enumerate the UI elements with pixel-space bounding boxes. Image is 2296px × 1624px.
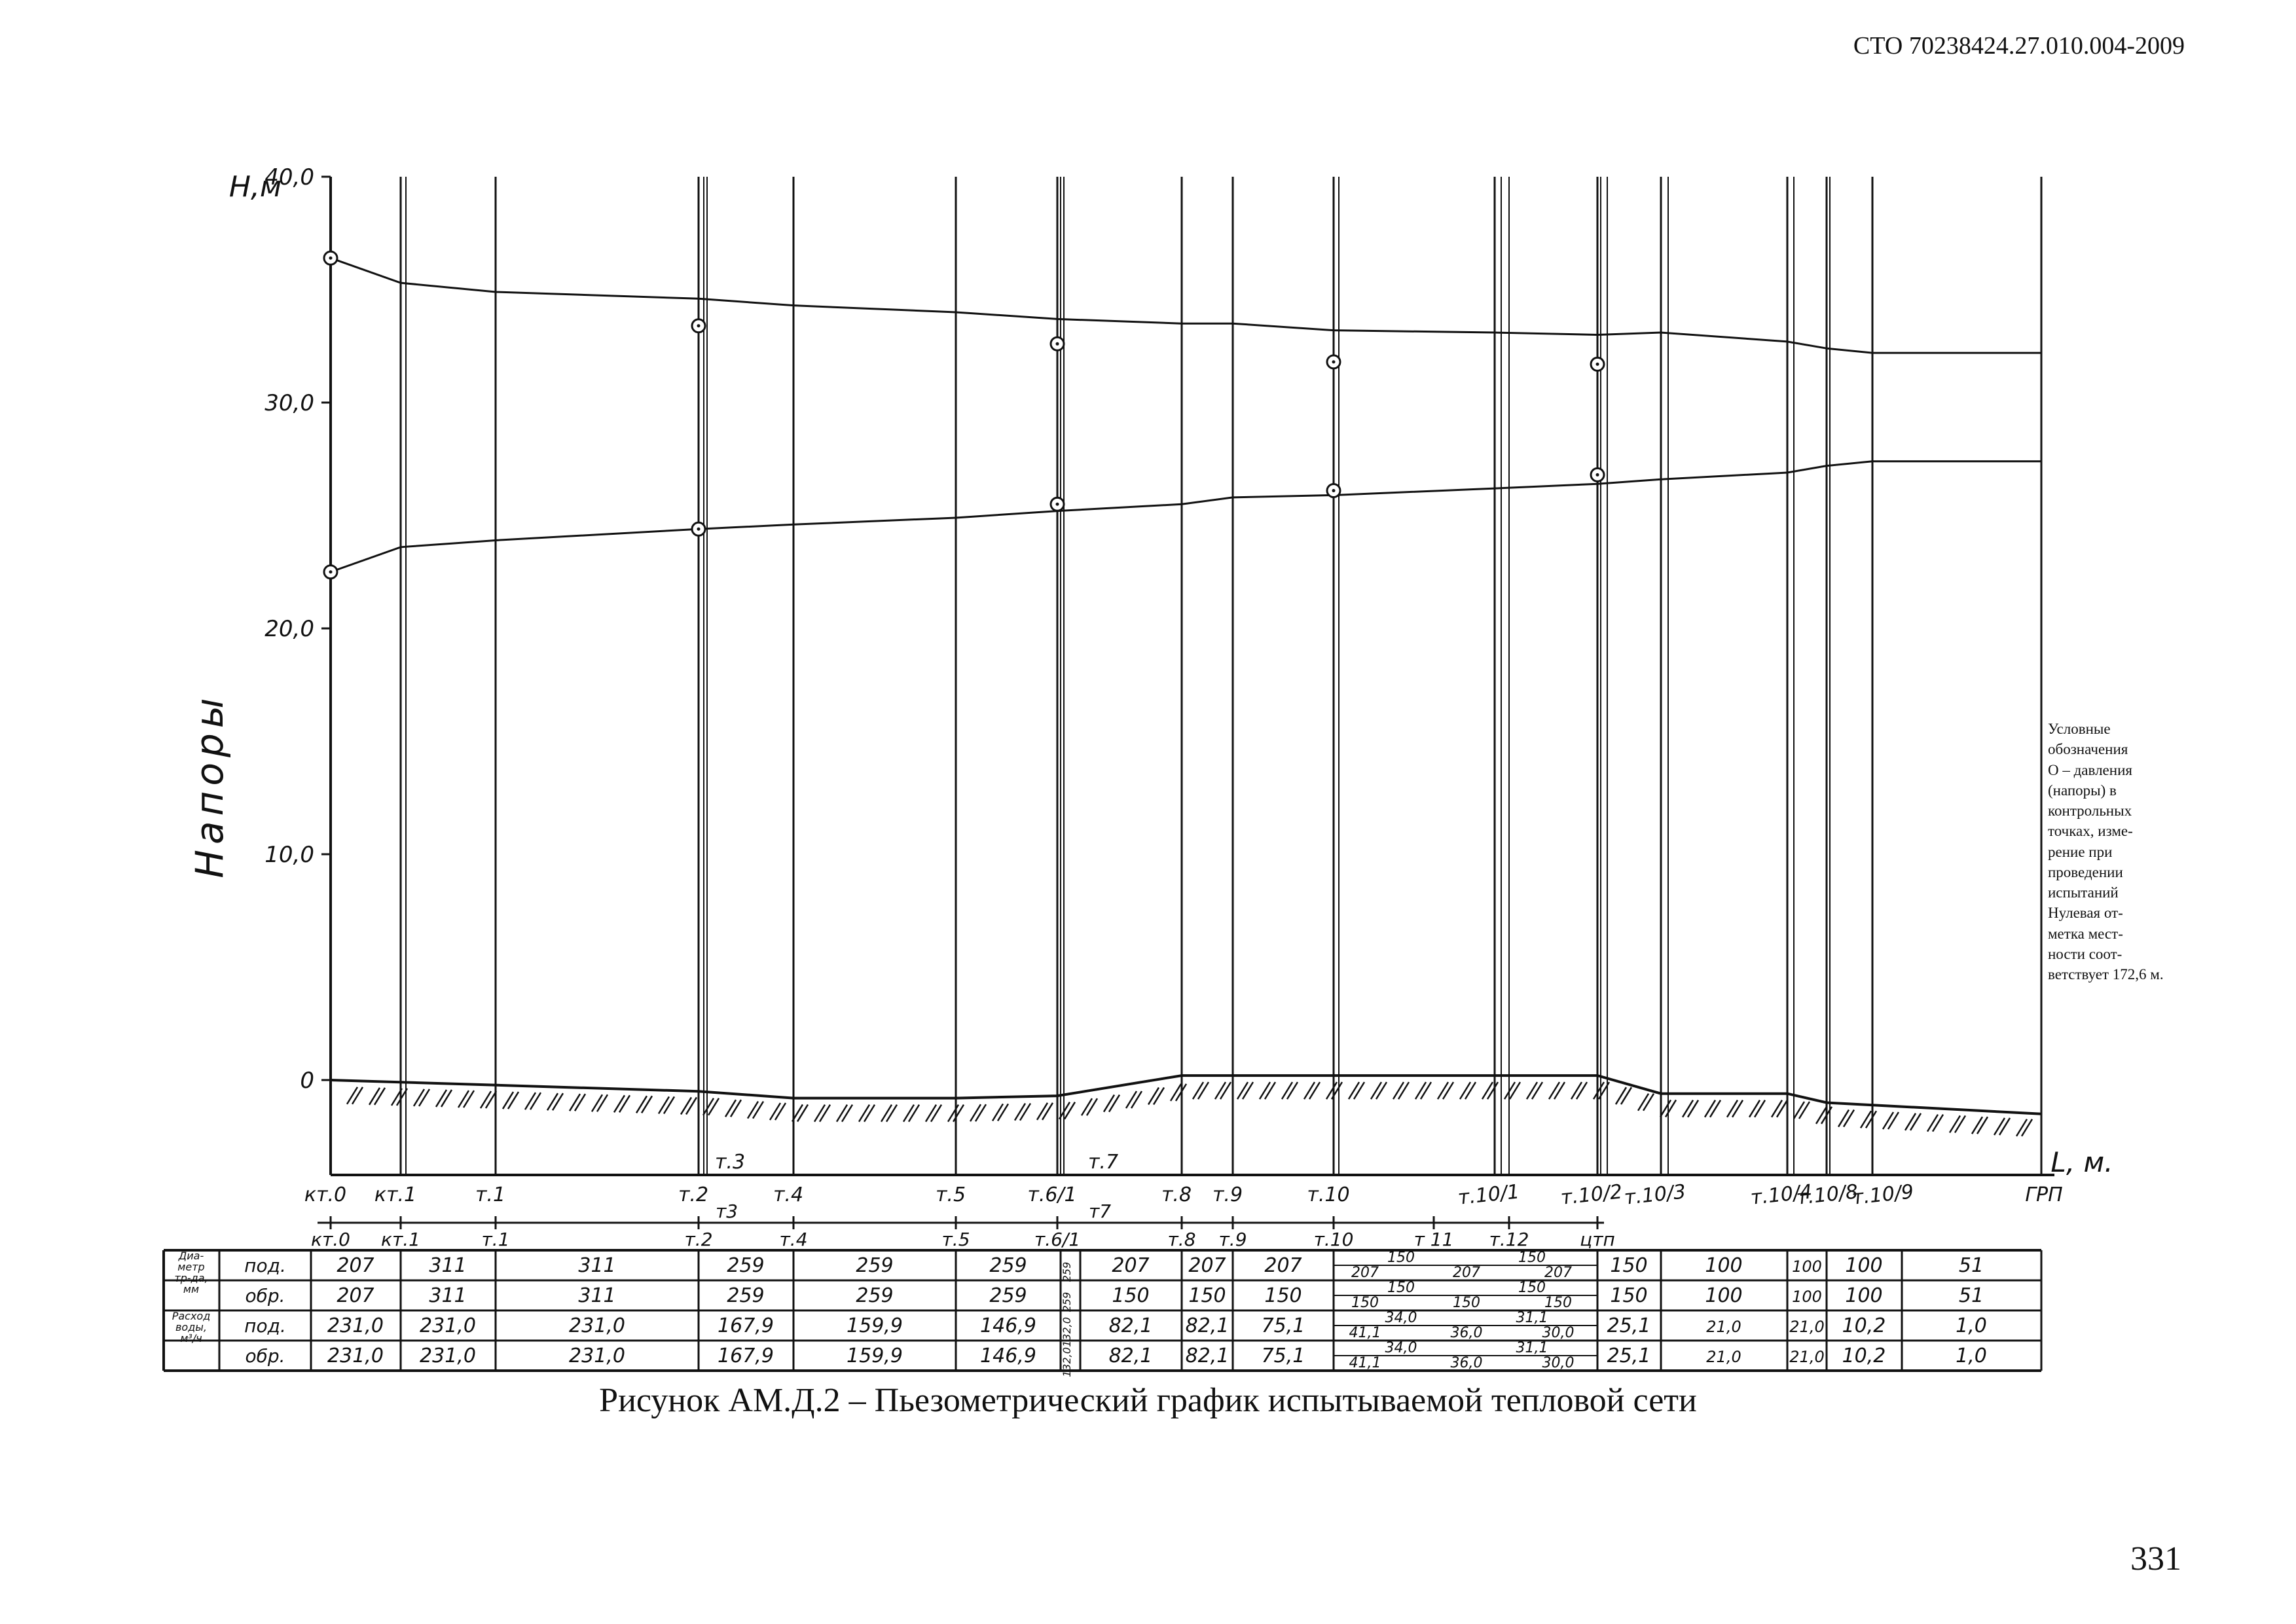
table-cell-value: 150 xyxy=(1610,1254,1648,1277)
table-cell-value: 1,0 xyxy=(1956,1314,1987,1337)
table-cell-value: 150 xyxy=(1518,1250,1546,1266)
table-cell-value: 10,2 xyxy=(1842,1314,1886,1337)
table-cell-value: 21,0 xyxy=(1789,1348,1825,1366)
ground-hatch xyxy=(1304,1082,1320,1099)
ground-hatch xyxy=(1838,1110,1854,1127)
ground-hatch xyxy=(1282,1082,1298,1099)
ground-hatch xyxy=(1393,1082,1409,1099)
row2-station-label: т.8 xyxy=(1167,1229,1196,1250)
ground-hatch xyxy=(1171,1084,1186,1101)
ground-hatch xyxy=(1727,1100,1743,1117)
ground-hatch xyxy=(1950,1115,1965,1132)
table-cell-value: 207 xyxy=(1453,1265,1480,1281)
table-cell-value: 311 xyxy=(429,1254,467,1277)
x-tick-label: т.10/8 xyxy=(1795,1180,1859,1210)
table-cell-value: 21,0 xyxy=(1789,1318,1825,1336)
x-tick-label: т.10/9 xyxy=(1851,1180,1915,1210)
table-cell-value: 159,9 xyxy=(847,1344,903,1367)
table-cell-value: 207 xyxy=(337,1254,374,1277)
ground-hatch xyxy=(392,1089,407,1106)
table-cell-value: 100 xyxy=(1845,1284,1883,1307)
table-cell-value: 34,0 xyxy=(1385,1310,1417,1326)
table-cell-value: 150 xyxy=(1387,1250,1415,1266)
ground-hatch xyxy=(1705,1100,1721,1117)
ground-hatch xyxy=(926,1105,941,1122)
ground-hatch xyxy=(592,1094,608,1111)
table-row-group-label: м³/ч xyxy=(180,1332,202,1344)
ground-hatch xyxy=(1015,1104,1030,1121)
inner-station-label: т.3 xyxy=(714,1151,746,1174)
table-cell-value: 259 xyxy=(856,1254,894,1277)
table-cell-value: 75,1 xyxy=(1261,1314,1305,1337)
row2-mid-label: т7 xyxy=(1088,1200,1112,1222)
table-cell-value: 259 xyxy=(989,1254,1027,1277)
table-cell-value: 259 xyxy=(727,1284,765,1307)
ground-hatch xyxy=(1527,1082,1542,1099)
measured-point-center xyxy=(1056,503,1059,506)
ground-hatch xyxy=(458,1091,474,1108)
measured-point-center xyxy=(1332,360,1336,363)
x-tick-label: т.9 xyxy=(1212,1183,1243,1206)
ground-hatch xyxy=(1215,1082,1231,1099)
ground-hatch xyxy=(1883,1112,1899,1129)
ground-hatch xyxy=(547,1093,563,1110)
ground-hatch xyxy=(570,1094,585,1111)
legend-line: рение при xyxy=(2048,843,2113,860)
table-cell-value: 311 xyxy=(429,1284,467,1307)
ground-hatch xyxy=(636,1096,652,1113)
y-axis-label: Напоры xyxy=(187,693,232,878)
ground-hatch xyxy=(1260,1082,1275,1099)
table-cell-value: 51 xyxy=(1958,1254,1984,1277)
ground-hatch xyxy=(792,1104,808,1121)
table-cell-value: 150 xyxy=(1453,1295,1480,1311)
row2-station-label: т.2 xyxy=(684,1229,713,1250)
table-cell-value: 51 xyxy=(1958,1284,1984,1307)
legend-line: контрольных xyxy=(2048,803,2132,820)
table-cell-value: 150 xyxy=(1387,1280,1415,1296)
y-axis-unit-label: Н,м xyxy=(228,170,282,204)
ground-hatch xyxy=(993,1104,1008,1121)
y-tick-label: 20,0 xyxy=(264,616,314,642)
ground-hatch xyxy=(347,1087,363,1104)
legend-line: обозначения xyxy=(2048,741,2128,758)
row2-station-label: кт.1 xyxy=(381,1229,420,1250)
row2-mid-label: т3 xyxy=(715,1200,738,1222)
ground-hatch xyxy=(1082,1098,1097,1115)
table-cell-value: 30,0 xyxy=(1542,1355,1575,1371)
ground-hatch xyxy=(1349,1082,1364,1099)
ground-hatch xyxy=(1371,1082,1387,1099)
table-cell-value: 231,0 xyxy=(327,1344,384,1367)
table-cell-value: 150 xyxy=(1264,1284,1302,1307)
legend-line: Нулевая от- xyxy=(2048,905,2123,922)
x-tick-label: кт.0 xyxy=(304,1183,347,1206)
ground-hatch xyxy=(881,1105,897,1122)
row2-station-label: т.5 xyxy=(941,1229,970,1250)
table-cell-value: 21,0 xyxy=(1706,1318,1741,1336)
ground-hatch xyxy=(1749,1100,1765,1117)
table-cell-value: 75,1 xyxy=(1261,1344,1305,1367)
row2-station-label: т.9 xyxy=(1218,1229,1247,1250)
table-cell-value: 25,1 xyxy=(1607,1314,1651,1337)
table-cell-value: 146,9 xyxy=(980,1314,1036,1337)
ground-hatch xyxy=(725,1100,741,1117)
ground-hatch xyxy=(1104,1095,1120,1112)
table-cell-value: 259 xyxy=(727,1254,765,1277)
table-row-group-label: воды, xyxy=(175,1321,207,1333)
ground-hatch xyxy=(1037,1103,1053,1120)
table-row-group-label: метр xyxy=(177,1261,205,1273)
table-cell-value: 30,0 xyxy=(1542,1325,1575,1341)
table-cell-value: 21,0 xyxy=(1706,1348,1741,1366)
table-cell-value: 100 xyxy=(1705,1284,1743,1307)
ground-hatch xyxy=(1972,1117,1988,1134)
ground-hatch xyxy=(1794,1102,1810,1119)
table-row-group-label: Расход xyxy=(172,1310,211,1322)
table-cell-value: 167,9 xyxy=(718,1344,774,1367)
table-cell-value: 207 xyxy=(1264,1254,1302,1277)
measured-point-center xyxy=(697,528,701,531)
row2-station-label: т 11 xyxy=(1413,1229,1454,1250)
ground-hatch xyxy=(770,1103,786,1120)
legend-line: испытаний xyxy=(2048,884,2119,901)
x-tick-label: т.4 xyxy=(773,1183,804,1206)
table-row-group-label: Диа- xyxy=(178,1250,204,1262)
row2-station-label: т.12 xyxy=(1489,1229,1529,1250)
table-cell-value: 36,0 xyxy=(1450,1325,1483,1341)
table-cell-value: 146,9 xyxy=(980,1344,1036,1367)
measured-point-center xyxy=(329,257,333,260)
x-tick-label: т.10/2 xyxy=(1559,1180,1624,1210)
legend-line: (напоры) в xyxy=(2048,782,2117,799)
x-tick-label: т.1 xyxy=(475,1183,506,1206)
ground-hatch xyxy=(970,1104,986,1121)
ground-hatch xyxy=(436,1090,452,1107)
table-cell-value: 100 xyxy=(1705,1254,1743,1277)
measured-point-center xyxy=(1596,473,1599,477)
legend-line: ветствует 172,6 м. xyxy=(2048,966,2164,983)
ground-hatch xyxy=(1861,1111,1876,1128)
measured-point-center xyxy=(329,570,333,573)
table-cell-value: 231,0 xyxy=(420,1314,476,1337)
x-tick-label: ГРП xyxy=(2025,1183,2063,1206)
ground-hatch xyxy=(1772,1100,1787,1117)
ground-hatch xyxy=(1415,1082,1431,1099)
ground-hatch xyxy=(1148,1087,1164,1104)
table-cell-value: 231,0 xyxy=(420,1344,476,1367)
legend-line: проведении xyxy=(2048,863,2123,880)
table-cell-value: 207 xyxy=(1544,1265,1572,1281)
measured-point-center xyxy=(1056,342,1059,346)
table-cell-value: 207 xyxy=(337,1284,374,1307)
ground-hatch xyxy=(1460,1082,1476,1099)
table-row-group-label: тр-да, xyxy=(174,1272,208,1284)
ground-hatch xyxy=(525,1092,541,1110)
legend-line: Условные xyxy=(2048,721,2111,737)
table-cell-value: 259 xyxy=(856,1284,894,1307)
table-cell-value: 34,0 xyxy=(1385,1340,1417,1356)
ground-hatch xyxy=(748,1102,763,1119)
table-cell-value: 41,1 xyxy=(1349,1325,1381,1341)
table-cell-value: 207 xyxy=(1112,1254,1150,1277)
table-cell-value: 10,2 xyxy=(1842,1344,1886,1367)
table-cell-value: 167,9 xyxy=(718,1314,774,1337)
ground-hatch xyxy=(659,1096,674,1113)
ground-hatch xyxy=(2016,1119,2032,1136)
table-cell-value: 100 xyxy=(1845,1254,1883,1277)
row2-station-label: т.10 xyxy=(1313,1229,1354,1250)
table-row-label: под. xyxy=(244,1315,286,1337)
table-cell-value: 150 xyxy=(1112,1284,1150,1307)
ground-hatch xyxy=(1237,1082,1253,1099)
ground-hatch xyxy=(481,1091,496,1108)
row2-station-label: цтп xyxy=(1580,1229,1615,1250)
table-row-label: под. xyxy=(244,1255,286,1276)
x-axis-label: L, м. xyxy=(2050,1146,2113,1178)
table-cell-value: 231,0 xyxy=(327,1314,384,1337)
ground-hatch xyxy=(814,1105,830,1122)
measured-point-center xyxy=(1596,363,1599,366)
table-cell-value: 150 xyxy=(1351,1295,1379,1311)
ground-hatch xyxy=(1994,1118,2010,1135)
series-line-supply xyxy=(331,258,2041,353)
ground-hatch xyxy=(681,1097,697,1114)
table-cell-value: 231,0 xyxy=(569,1314,625,1337)
ground-hatch xyxy=(369,1088,385,1105)
table-cell-value: 82,1 xyxy=(1185,1314,1230,1337)
ground-hatch xyxy=(703,1098,719,1115)
ground-hatch xyxy=(1638,1094,1654,1111)
legend-line: точках, изме- xyxy=(2048,823,2133,840)
table-cell-value: 31,1 xyxy=(1516,1340,1548,1356)
page-number: 331 xyxy=(2130,1540,2181,1578)
ground-hatch xyxy=(1126,1091,1142,1108)
ground-hatch xyxy=(837,1105,852,1122)
table-cell-value: 259 xyxy=(1061,1261,1073,1282)
row2-station-label: т.6/1 xyxy=(1034,1229,1081,1250)
table-cell-value: 150 xyxy=(1188,1284,1226,1307)
ground-hatch xyxy=(903,1105,919,1122)
ground-hatch xyxy=(614,1095,630,1112)
ground-hatch xyxy=(503,1092,519,1109)
legend-line: метка мест- xyxy=(2048,925,2123,942)
ground-hatch xyxy=(859,1105,875,1122)
ground-hatch xyxy=(1193,1082,1209,1099)
table-cell-value: 132,0 xyxy=(1061,1347,1073,1377)
y-tick-label: 10,0 xyxy=(264,842,314,868)
ground-hatch xyxy=(1059,1102,1075,1119)
table-cell-value: 207 xyxy=(1351,1265,1379,1281)
document-code: СТО 70238424.27.010.004-2009 xyxy=(1853,32,2185,60)
ground-hatch xyxy=(1905,1113,1921,1130)
ground-hatch xyxy=(1683,1100,1698,1117)
table-row-group-label: мм xyxy=(183,1283,200,1295)
x-tick-label: т.10/1 xyxy=(1457,1180,1521,1210)
table-cell-value: 231,0 xyxy=(569,1344,625,1367)
table-cell-value: 207 xyxy=(1188,1254,1226,1277)
ground-hatch xyxy=(1438,1082,1453,1099)
ground-hatch xyxy=(414,1089,429,1106)
measured-point-center xyxy=(697,324,701,327)
table-cell-value: 150 xyxy=(1610,1284,1648,1307)
table-cell-value: 1,0 xyxy=(1956,1344,1987,1367)
table-cell-value: 82,1 xyxy=(1108,1344,1153,1367)
ground-hatch xyxy=(1504,1082,1520,1099)
table-cell-value: 25,1 xyxy=(1607,1344,1651,1367)
ground-hatch xyxy=(1927,1115,1943,1132)
table-cell-value: 82,1 xyxy=(1185,1344,1230,1367)
ground-profile xyxy=(331,1075,2041,1114)
y-tick-label: 40,0 xyxy=(264,164,314,190)
y-tick-label: 0 xyxy=(300,1068,314,1094)
table-cell-value: 150 xyxy=(1544,1295,1572,1311)
table-cell-value: 82,1 xyxy=(1108,1314,1153,1337)
table-cell-value: 311 xyxy=(578,1254,616,1277)
figure-caption: Рисунок АМ.Д.2 – Пьезометрический график испытываемой тепловой сети xyxy=(599,1382,1697,1419)
x-tick-label: т.5 xyxy=(935,1183,966,1206)
ground-hatch xyxy=(1571,1082,1587,1099)
x-tick-label: т.10 xyxy=(1307,1183,1350,1206)
x-tick-label: т.10/3 xyxy=(1623,1180,1687,1210)
table-cell-value: 132,0 xyxy=(1061,1317,1073,1347)
measured-point-center xyxy=(1332,489,1336,492)
table-cell-value: 259 xyxy=(1061,1291,1073,1312)
row2-station-label: т.4 xyxy=(779,1229,808,1250)
table-cell-value: 36,0 xyxy=(1450,1355,1483,1371)
table-cell-value: 100 xyxy=(1792,1288,1822,1306)
legend xyxy=(2048,719,2218,984)
row2-station-label: кт.0 xyxy=(311,1229,350,1250)
legend-line: О – давления xyxy=(2048,761,2132,778)
x-tick-label: т.6/1 xyxy=(1027,1183,1077,1206)
ground-hatch xyxy=(1616,1087,1631,1104)
table-cell-value: 31,1 xyxy=(1516,1310,1548,1326)
table-row-label: обр. xyxy=(245,1345,285,1367)
x-tick-label: кт.1 xyxy=(374,1183,417,1206)
table-cell-value: 159,9 xyxy=(847,1314,903,1337)
table-cell-value: 100 xyxy=(1792,1257,1822,1276)
table-cell-value: 150 xyxy=(1518,1280,1546,1296)
x-tick-label: т.10/4 xyxy=(1749,1180,1813,1210)
table-cell-value: 259 xyxy=(989,1284,1027,1307)
table-cell-value: 41,1 xyxy=(1349,1355,1381,1371)
series-line-return xyxy=(331,461,2041,572)
row2-station-label: т.1 xyxy=(481,1229,510,1250)
legend-line: ности соот- xyxy=(2048,945,2123,962)
y-tick-label: 30,0 xyxy=(264,390,314,416)
x-tick-label: т.2 xyxy=(678,1183,709,1206)
table-cell-value: 311 xyxy=(578,1284,616,1307)
inner-station-label: т.7 xyxy=(1087,1151,1119,1174)
x-tick-label: т.8 xyxy=(1161,1183,1192,1206)
ground-hatch xyxy=(1549,1082,1565,1099)
table-row-label: обр. xyxy=(245,1285,285,1307)
